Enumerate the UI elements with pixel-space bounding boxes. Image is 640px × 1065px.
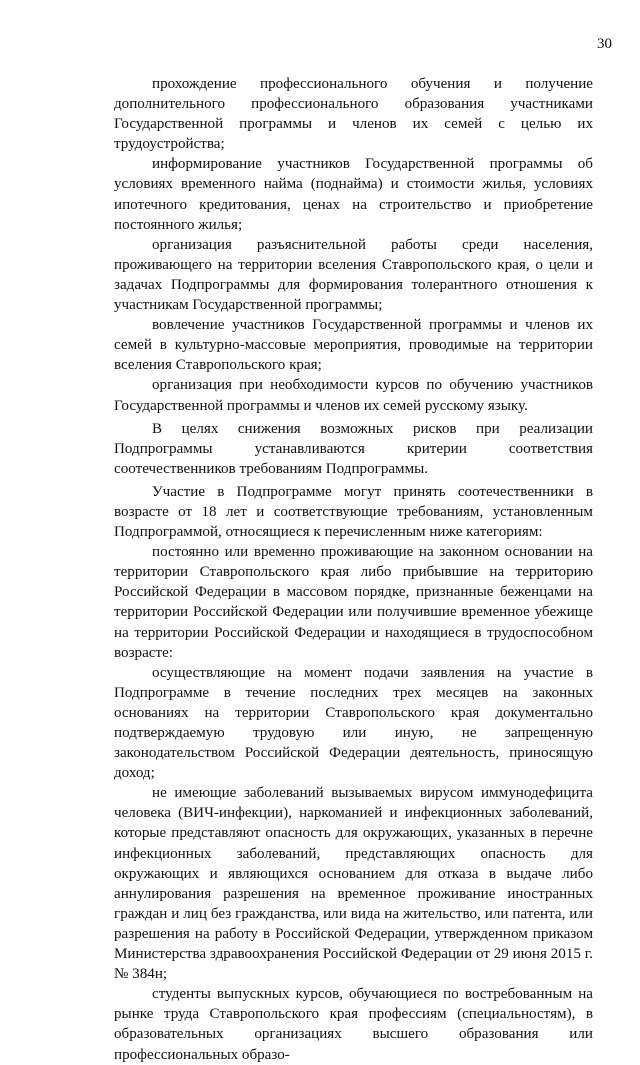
paragraph: постоянно или временно проживающие на законном основании на территории Ставропольского края либо прибывшие на территорию Российской Федерации в массовом порядке, признанные беженцами на территории Российской Федерации или получившие временное убежище на территории Российской Федерации и находящиеся в трудоспособном возрасте: (114, 544, 593, 661)
paragraph: Участие в Подпрограмме могут принять соотечественники в возрасте от 18 лет и соответствующие требованиям, установленным Подпрограммой, относящиеся к перечисленным ниже категориям: (114, 483, 593, 541)
paragraph: прохождение профессионального обучения и получение дополнительного профессионального образования участниками Государственной программы и членов их семей с целью их трудоустройства; (114, 76, 593, 153)
paragraph: организация при необходимости курсов по обучению участников Государственной программы и членов их семей русскому языку. (114, 377, 593, 414)
paragraph: информирование участников Государственной программы об условиях временного найма (поднайма) и стоимости жилья, условиях ипотечного кредитования, ценах на строительство и приобретение постоянного жилья; (114, 156, 593, 233)
paragraph: осуществляющие на момент подачи заявления на участие в Подпрограмме в течение последних трех месяцев на законных основаниях на территории Ставропольского края документально подтверждаемую трудовую или иную, не запрещенную законодательством Российской Федерации деятельность, приносящую доход; (114, 664, 593, 782)
paragraph: В целях снижения возможных рисков при реализации Подпрограммы устанавливаются критерии соответствия соотечественников требованиям Подпрограммы. (114, 420, 593, 477)
paragraph: не имеющие заболеваний вызываемых вирусом иммунодефицита человека (ВИЧ-инфекции), наркоманией и инфекционных заболеваний, которые представляют опасность для окружающих, указанных в перечне инфекционных заболеваний, представляющих опасность для окружающих и являющихся основанием для отказа в выдаче либо аннулирования разрешения на временное проживание иностранных граждан и лиц без гражданства, или вида на жительство, или патента, или разрешения на работу в Российской Федерации, утвержденном приказом Министерства здравоохранения Российской Федерации от 29 июня 2015 г. № 384н; (114, 785, 593, 983)
paragraph: вовлечение участников Государственной программы и членов их семей в культурно-массовые мероприятия, проводимые на территории вселения Ставропольского края; (114, 317, 593, 374)
page-number: 30 (597, 36, 612, 52)
paragraph: студенты выпускных курсов, обучающиеся по востребованным на рынке труда Ставропольского края профессиям (специальностям), в образовательных организациях высшего образования или профессиональных образо- (114, 986, 593, 1063)
document-body (114, 74, 593, 1065)
paragraph: организация разъяснительной работы среди населения, проживающего на территории вселения Ставропольского края, о цели и задачах Подпрограммы для формирования толерантного отношения к участникам Государственной программы; (114, 236, 593, 314)
